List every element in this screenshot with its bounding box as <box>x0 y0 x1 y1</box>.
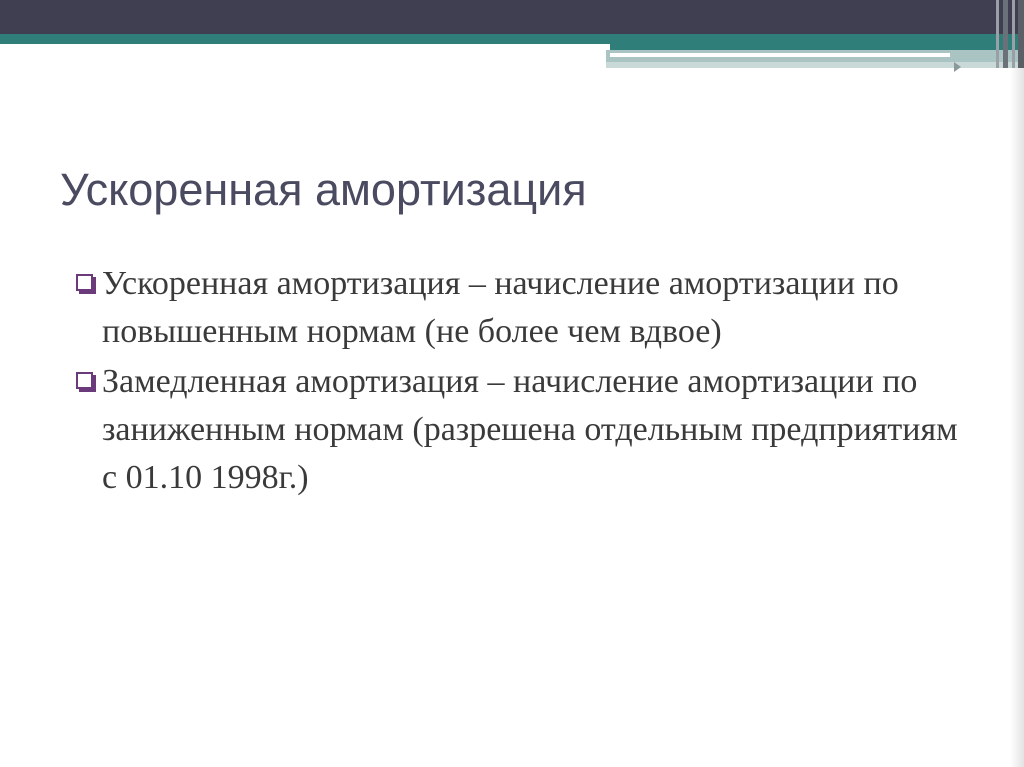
header-vertical-bar <box>1018 0 1024 68</box>
slide-title: Ускоренная амортизация <box>60 164 587 215</box>
header-teal-band <box>0 34 610 44</box>
header-vertical-bar <box>1003 0 1008 68</box>
bullet-item <box>74 358 974 502</box>
square-bullet-icon <box>76 372 93 389</box>
header-dark-band <box>0 0 1024 34</box>
bullet-list <box>74 260 974 504</box>
header-vertical-bar <box>1012 0 1015 68</box>
bullet-item <box>74 260 974 356</box>
header-divider-line <box>610 53 950 57</box>
right-edge-shadow <box>1010 68 1024 767</box>
square-bullet-icon <box>76 274 93 291</box>
bullet-text: Ускоренная амортизация – начисление амортизации по повышенным нормам (не более чем вдвое) <box>102 265 899 350</box>
bullet-text: Замедленная амортизация – начисление амортизации по заниженным нормам (разрешена отдельным предприятиям с 01.10 1998г.) <box>102 363 958 496</box>
header-vertical-bar <box>996 0 999 68</box>
header-light-strip-lower <box>606 62 1024 68</box>
triangle-marker-icon <box>954 62 961 72</box>
header-teal-band-right <box>610 34 1024 50</box>
